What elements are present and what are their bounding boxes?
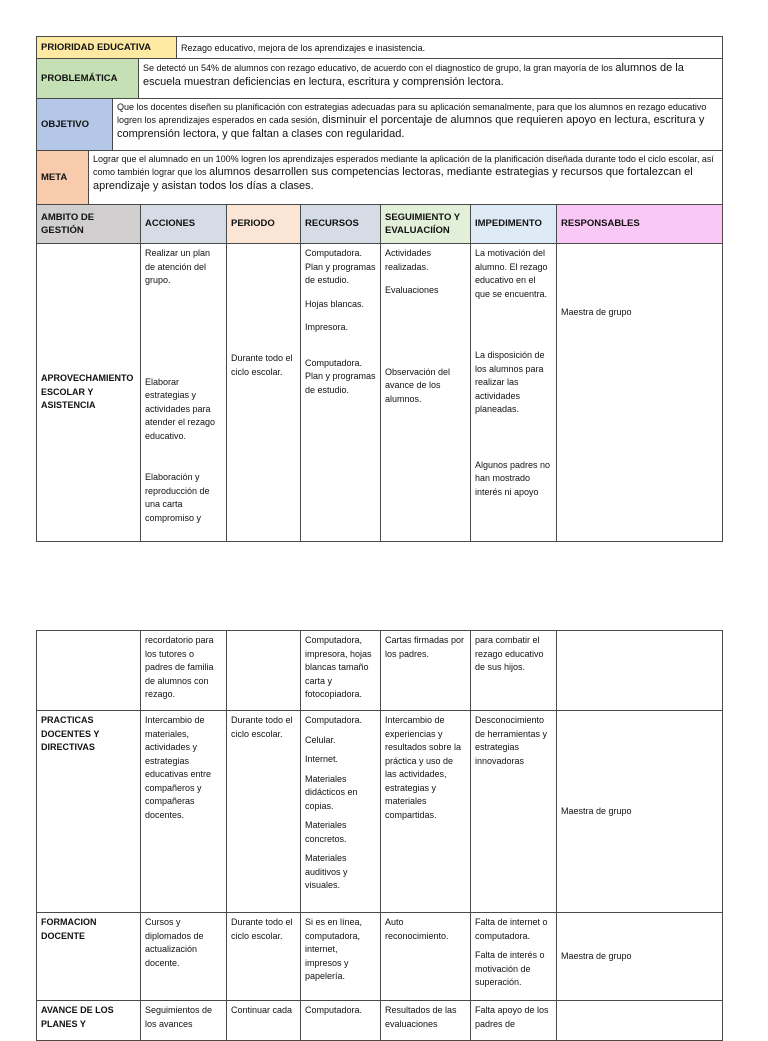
row-recursos: Computadora, impresora, hojas blancas tamaño carta y fotocopiadora. [301, 631, 381, 711]
row-recursos [301, 244, 381, 542]
row-impedimento [471, 244, 557, 542]
row-recursos [301, 711, 381, 913]
action-table-page2 [36, 630, 723, 1041]
impedimento-item: La motivación del alumno. El rezago educativo en el que se encuentra. [475, 248, 548, 299]
row-acciones: Seguimientos de los avances [141, 1001, 227, 1041]
row-impedimento [471, 913, 557, 1001]
table-row [37, 913, 723, 1001]
row-responsables: Maestra de grupo [557, 913, 723, 1001]
objetivo-label: OBJETIVO [37, 99, 113, 151]
recurso-item: Materiales didácticos en copias. [305, 773, 358, 811]
row-impedimento: Falta apoyo de los padres de [471, 1001, 557, 1041]
row-responsables: Maestra de grupo [557, 711, 723, 913]
table-row [37, 244, 723, 542]
problematica-table [36, 58, 723, 99]
problematica-label: PROBLEMÁTICA [37, 59, 139, 99]
row-periodo: Durante todo el ciclo escolar. [227, 244, 301, 542]
col-acciones: ACCIONES [141, 205, 227, 244]
col-ambito: AMBITO DE GESTIÓN [37, 205, 141, 244]
col-periodo: PERIODO [227, 205, 301, 244]
accion-item: Realizar un plan de atención del grupo. [145, 248, 211, 285]
problematica-text: Se detectó un 54% de alumnos con rezago educativo, de acuerdo con el diagnostico de grupo, la gran mayoría de los alumnos de la escuela muestran deficiencias en lectura, escritura y comprensión lectora. [139, 59, 723, 99]
objetivo-text: Que los docentes diseñen su planificación con estrategias adecuadas para su aplicación semanalmente, para que los alumnos en rezago educativo logren los aprendizajes esperados en cada sesión, disminuir el porcentaje de alumnos que requieren apoyo en lectura, escritura y comprensión lectora, y que faltan a clases con regularidad. [113, 99, 723, 151]
row-acciones [141, 244, 227, 542]
row-ambito: PRACTICAS DOCENTES Y DIRECTIVAS [37, 711, 141, 913]
recurso-item: Internet. [305, 754, 339, 764]
row-ambito [37, 631, 141, 711]
seguimiento-item: Actividades realizadas. [385, 248, 432, 272]
row-responsables: Maestra de grupo [557, 244, 723, 542]
row-impedimento: para combatir el rezago educativo de sus hijos. [471, 631, 557, 711]
row-ambito: APROVECHAMIENTO ESCOLAR Y ASISTENCIA [37, 244, 141, 542]
row-periodo [227, 631, 301, 711]
prioridad-row [37, 37, 723, 59]
row-seguimiento: Cartas firmadas por los padres. [381, 631, 471, 711]
prioridad-text: Rezago educativo, mejora de los aprendizajes e inasistencia. [177, 37, 723, 59]
impedimento-item: Algunos padres no han mostrado interés ni apoyo [475, 459, 551, 497]
table-row [37, 631, 723, 711]
row-recursos: Computadora. [301, 1001, 381, 1041]
row-impedimento: Desconocimiento de herramientas y estrategias innovadoras [471, 711, 557, 913]
prioridad-label: PRIORIDAD EDUCATIVA [37, 37, 177, 59]
table-row [37, 1001, 723, 1041]
recurso-item: Computadora. [305, 715, 363, 725]
row-ambito: FORMACION DOCENTE [37, 913, 141, 1001]
row-periodo: Continuar cada [227, 1001, 301, 1041]
impedimento-item: Falta de internet o computadora. [475, 917, 548, 941]
recurso-item: Impresora. [305, 322, 349, 332]
recurso-item: Hojas blancas. [305, 298, 365, 309]
header-table [36, 36, 723, 59]
impedimento-item: La disposición de los alumnos para realizar las actividades planeadas. [475, 350, 545, 414]
row-responsables [557, 1001, 723, 1041]
row-acciones: Cursos y diplomados de actualización docente. [141, 913, 227, 1001]
meta-text: Lograr que el alumnado en un 100% logren los aprendizajes esperados mediante la aplicación de la planificación diseñada durante todo el ciclo escolar, así como también lograr que los alumnos desarrollen sus competencias lectoras, mediante estrategias y recursos que fortalezcan el aprendizaje y asistan todos los días a clases. [89, 151, 723, 205]
action-table-page1 [36, 204, 723, 542]
row-ambito: AVANCE DE LOS PLANES Y [37, 1001, 141, 1041]
row-periodo: Durante todo el ciclo escolar. [227, 913, 301, 1001]
row-seguimiento: Resultados de las evaluaciones [381, 1001, 471, 1041]
row-seguimiento: Intercambio de experiencias y resultados sobre la práctica y uso de las actividades, estrategias y materiales compartidas. [381, 711, 471, 913]
impedimento-item: Falta de interés o motivación de superación. [475, 950, 545, 987]
row-seguimiento: Auto reconocimiento. [381, 913, 471, 1001]
accion-item: Elaborar estrategias y actividades para atender el rezago educativo. [145, 376, 216, 441]
recurso-item: Materiales concretos. [305, 820, 347, 844]
col-recursos: RECURSOS [301, 205, 381, 244]
objetivo-table [36, 98, 723, 151]
row-acciones: recordatorio para los tutores o padres de familia de alumnos con rezago. [141, 631, 227, 711]
recurso-item: Computadora. Plan y programas de estudio. [305, 248, 376, 285]
recurso-item: Celular. [305, 734, 336, 745]
col-responsables: RESPONSABLES [557, 205, 723, 244]
table-row [37, 711, 723, 913]
meta-label: META [37, 151, 89, 205]
seguimiento-item: Observación del avance de los alumnos. [385, 366, 451, 404]
meta-table [36, 150, 723, 205]
accion-item: Elaboración y reproducción de una carta compromiso y [145, 472, 210, 523]
seguimiento-item: Evaluaciones [385, 285, 439, 295]
col-seguimiento: SEGUIMIENTO Y EVALUACIÍON [381, 205, 471, 244]
row-recursos: Si es en línea, computadora, internet, impresos y papelería. [301, 913, 381, 1001]
row-responsables [557, 631, 723, 711]
column-header-row [37, 205, 723, 244]
recurso-item: Materiales auditivos y visuales. [305, 853, 348, 890]
row-periodo: Durante todo el ciclo escolar. [227, 711, 301, 913]
col-impedimento: IMPEDIMENTO [471, 205, 557, 244]
row-acciones: Intercambio de materiales, actividades y estrategias educativas entre compañeros y compañeras docentes. [141, 711, 227, 913]
recurso-item: Computadora. Plan y programas de estudio. [305, 357, 376, 395]
row-seguimiento [381, 244, 471, 542]
